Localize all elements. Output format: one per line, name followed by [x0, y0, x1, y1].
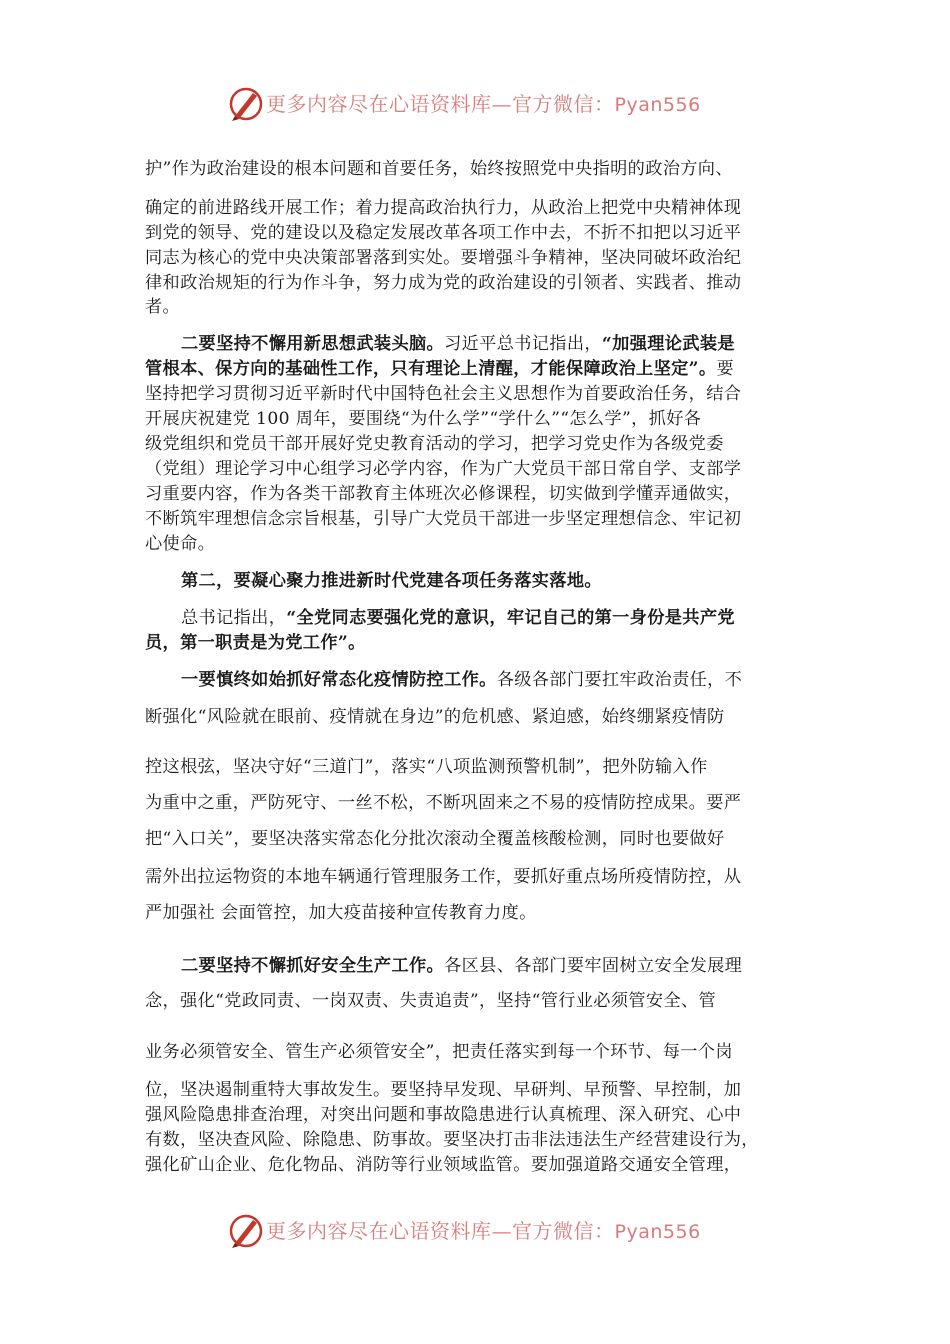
text-line: 为重中之重，严防死守、一丝不松，不断巩固来之不易的疫情防控成果。要严 — [145, 793, 742, 813]
text-line: 者。 — [145, 297, 181, 317]
header-wechat-id: Pyan556 — [614, 94, 701, 116]
footer-banner — [0, 1211, 950, 1253]
section-heading: 二要坚持不懈抓好安全生产工作。 — [181, 956, 445, 976]
text-line: 不断筑牢理想信念宗旨根基，引导广大党员干部进一步坚定理想信念、牢记初 — [145, 509, 742, 529]
header-banner-text — [266, 90, 701, 119]
text-line: 强风险隐患排查治理，对突出问题和事故隐患进行认真梳理、深入研究、心中 — [145, 1105, 742, 1125]
text-line: 业务必须管安全、管生产必须管安全”，把责任落实到每一个环节、每一个岗 — [145, 1042, 733, 1062]
paragraph-heading-line — [181, 669, 813, 691]
text-line: 习重要内容，作为各类干部教育主体班次必修课程，切实做到学懂弄通做实， — [145, 484, 742, 504]
text-line: 把“入口关”，要坚决落实常态化分批次滚动全覆盖核酸检测，同时也要做好 — [145, 829, 725, 849]
text-line — [181, 607, 813, 629]
chapter-heading: 第二，要凝心聚力推进新时代党建各项任务落实落地。 — [181, 571, 602, 591]
text-line: 坚持把学习贯彻习近平新时代中国特色社会主义思想作为首要政治任务，结合 — [145, 384, 742, 404]
text-line: 确定的前进路线开展工作；着力提高政治执行力，从政治上把党中央精神体现 — [145, 198, 742, 218]
text-line: 到党的领导、党的建设以及稳定发展改革各项工作中去，不折不扣把以习近平 — [145, 223, 742, 243]
text-run: 要 — [716, 359, 734, 379]
text-line: 需外出拉运物资的本地车辆通行管理服务工作，要抓好重点场所疫情防控，从 — [145, 867, 742, 887]
paragraph-heading-line — [181, 955, 813, 977]
text-run: 习近平总书记指出， — [444, 334, 602, 354]
text-run: 各区县、各部门要牢固树立安全发展理 — [444, 956, 743, 976]
paragraph-heading-line — [181, 333, 813, 355]
text-run: 各级各部门要扛牢政治责任，不 — [496, 670, 743, 690]
text-line: 严加强社 会面管控，加大疫苗接种宣传教育力度。 — [145, 903, 537, 923]
text-line: 级党组织和党员干部开展好党史教育活动的学习，把学习党史作为各级党委 — [145, 434, 724, 454]
quote-text: 员，第一职责是为党工作”。 — [145, 633, 366, 653]
quote-text: “加强理论武装是 — [601, 334, 735, 354]
section-heading: 一要慎终如始抓好常态化疫情防控工作。 — [181, 670, 497, 690]
text-line: 心使命。 — [145, 534, 216, 554]
text-line: 强化矿山企业、危化物品、消防等行业领域监管。要加强道路交通安全管理， — [145, 1155, 742, 1175]
text-line: （党组）理论学习中心组学习必学内容，作为广大党员干部日常自学、支部学 — [145, 459, 742, 479]
footer-wechat-id: Pyan556 — [614, 1221, 701, 1243]
text-line: 护”作为政治建设的根本问题和首要任务，始终按照党中央指明的政治方向、 — [145, 159, 733, 179]
text-line: 同志为核心的党中央决策部署落到实处。要增强斗争精神，坚决同破坏政治纪 — [145, 248, 742, 268]
text-line: 律和政治规矩的行为作斗争，努力成为党的政治建设的引领者、实践者、推动 — [145, 273, 742, 293]
text-run: 总书记指出， — [181, 608, 287, 628]
text-line: 念，强化“党政同责、一岗双责、失责追责”，坚持“管行业必须管安全、管 — [145, 991, 717, 1011]
header-banner-label: 更多内容尽在心语资料库—官方微信： — [266, 92, 615, 116]
text-line: 断强化“风险就在眼前、疫情就在身边”的危机感、紧迫感，始终绷紧疫情防 — [145, 707, 725, 727]
text-line: 控这根弦，坚决守好“三道门”，落实“八项监测预警机制”，把外防输入作 — [145, 757, 708, 777]
text-line: 开展庆祝建党 100 周年，要围绕“为什么学”“学什么”“怎么学”，抓好各 — [145, 409, 702, 429]
quote-text: 管根本、保方向的基础性工作，只有理论上清醒，才能保障政治上坚定”。 — [145, 359, 717, 379]
footer-banner-text — [266, 1217, 701, 1246]
text-line — [145, 358, 813, 380]
text-line: 位，坚决遏制重特大事故发生。要坚持早发现、早研判、早预警、早控制，加 — [145, 1080, 742, 1100]
header-banner — [0, 84, 950, 126]
pen-logo-icon — [226, 1211, 266, 1251]
pen-logo-icon — [226, 84, 266, 124]
footer-banner-label: 更多内容尽在心语资料库—官方微信： — [266, 1219, 615, 1243]
section-heading: 二要坚持不懈用新思想武装头脑。 — [181, 334, 445, 354]
quote-text: “全党同志要强化党的意识，牢记自己的第一身份是共产党 — [286, 608, 735, 628]
text-line: 有数，坚决查风险、除隐患、防事故。要坚决打击非法违法生产经营建设行为， — [145, 1130, 759, 1150]
